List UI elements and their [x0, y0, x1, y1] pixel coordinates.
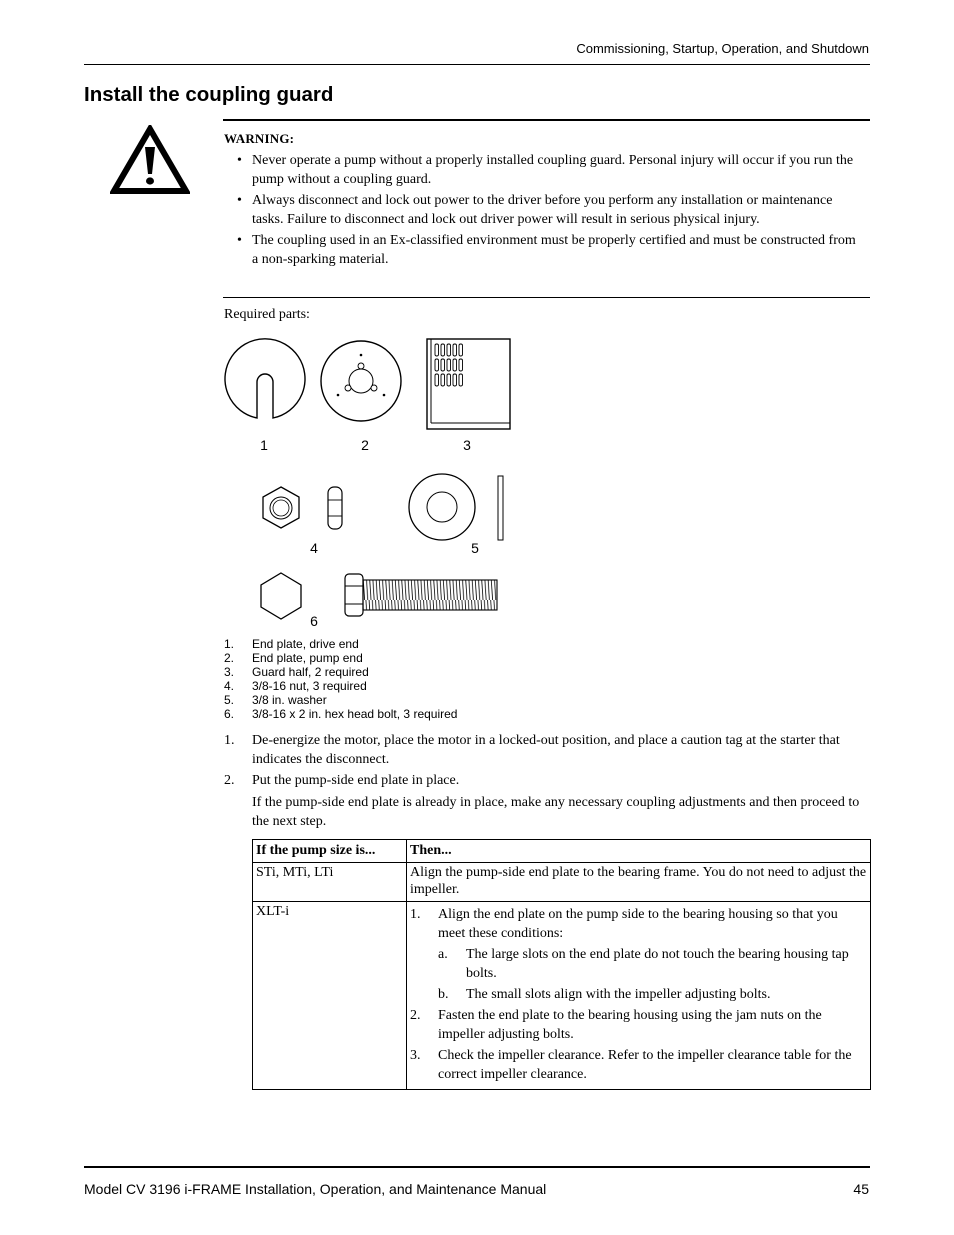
list-item: 3. Guard half, 2 required — [224, 665, 369, 679]
drive-end-plate-drawing — [225, 339, 305, 418]
warning-top-rule — [223, 119, 870, 121]
figure-number-2: 2 — [361, 437, 369, 453]
step-note: If the pump-side end plate is already in place, make any necessary coupling adjustments and then proceed to the next step. — [252, 795, 860, 829]
parts-list — [224, 637, 457, 721]
figure-number-4: 4 — [310, 540, 318, 556]
pump-end-plate-drawing — [321, 341, 401, 421]
figure-number-5: 5 — [471, 540, 479, 556]
hex-bolt-drawing — [261, 573, 497, 619]
table-header: Then... — [407, 840, 871, 863]
list-item: 1. Align the end plate on the pump side to the bearing housing so that you meet these conditions: a. The large slots on the end plate do not touch the bearing housing tap bolts. b. The small slots align with the impeller adjusting bolts. — [410, 905, 867, 1004]
warning-item: • The coupling used in an Ex-classified environment must be properly certified and must be constructed from a non-sparking material. — [237, 233, 856, 267]
warning-block — [224, 129, 864, 271]
procedure-step: 2. Put the pump-side end plate in place. — [224, 773, 460, 788]
section-title: Install the coupling guard — [84, 83, 334, 106]
xlt-conditions — [438, 945, 867, 1004]
running-header: Commissioning, Startup, Operation, and Shutdown — [576, 41, 869, 56]
list-item: 1. End plate, drive end — [224, 637, 359, 651]
warning-label: WARNING: — [224, 131, 295, 146]
list-item: b. The small slots align with the impeller adjusting bolts. — [438, 987, 771, 1002]
table-header: If the pump size is... — [253, 840, 407, 863]
warning-triangle-icon — [110, 125, 190, 195]
procedure-step: 1. De-energize the motor, place the motor in a locked-out position, and place a caution tag at the starter that indicates the disconnect. — [224, 733, 840, 767]
list-item: 4. 3/8-16 nut, 3 required — [224, 679, 367, 693]
list-item: a. The large slots on the end plate do not touch the bearing housing tap bolts. — [438, 947, 849, 981]
warning-list — [224, 151, 864, 269]
footer-rule — [84, 1166, 870, 1168]
figure-number-1: 1 — [260, 437, 268, 453]
list-item: 6. 3/8-16 x 2 in. hex head bolt, 3 required — [224, 707, 458, 721]
list-item: 2. Fasten the end plate to the bearing housing using the jam nuts on the impeller adjusting bolts. — [410, 1008, 822, 1042]
table-row — [253, 863, 871, 902]
warning-item: • Always disconnect and lock out power to the driver before you perform any installation or maintenance tasks. Failure to disconnect and lock out driver power will result in serious physical injury. — [237, 193, 833, 227]
list-item: 5. 3/8 in. washer — [224, 693, 327, 707]
required-parts-label: Required parts: — [224, 307, 310, 322]
list-item: 2. End plate, pump end — [224, 651, 363, 665]
header-rule — [84, 64, 870, 65]
table-cell: XLT-i — [253, 902, 407, 1090]
table-cell: STi, MTi, LTi — [253, 863, 407, 902]
procedure-steps — [224, 731, 870, 792]
table-row — [253, 902, 871, 1090]
warning-item: • Never operate a pump without a properly installed coupling guard. Personal injury will occur if you run the pump without a coupling guard. — [237, 153, 854, 187]
xlt-steps — [410, 905, 867, 1084]
warning-bottom-rule — [223, 297, 870, 298]
guard-half-drawing — [427, 339, 510, 429]
pump-size-table — [252, 839, 871, 1090]
table-cell: Align the pump-side end plate to the bearing frame. You do not need to adjust the impeller. — [407, 863, 871, 902]
table-cell — [407, 902, 871, 1090]
figure-number-3: 3 — [463, 437, 471, 453]
footer-manual-title: Model CV 3196 i-FRAME Installation, Operation, and Maintenance Manual — [84, 1181, 547, 1197]
hex-nut-drawing — [263, 487, 342, 529]
washer-drawing — [409, 474, 503, 540]
required-parts-figure — [215, 330, 525, 635]
figure-number-6: 6 — [310, 613, 318, 629]
list-item: 3. Check the impeller clearance. Refer to the impeller clearance table for the correct impeller clearance. — [410, 1048, 852, 1082]
page-number: 45 — [853, 1181, 869, 1197]
table-header-row — [253, 840, 871, 863]
